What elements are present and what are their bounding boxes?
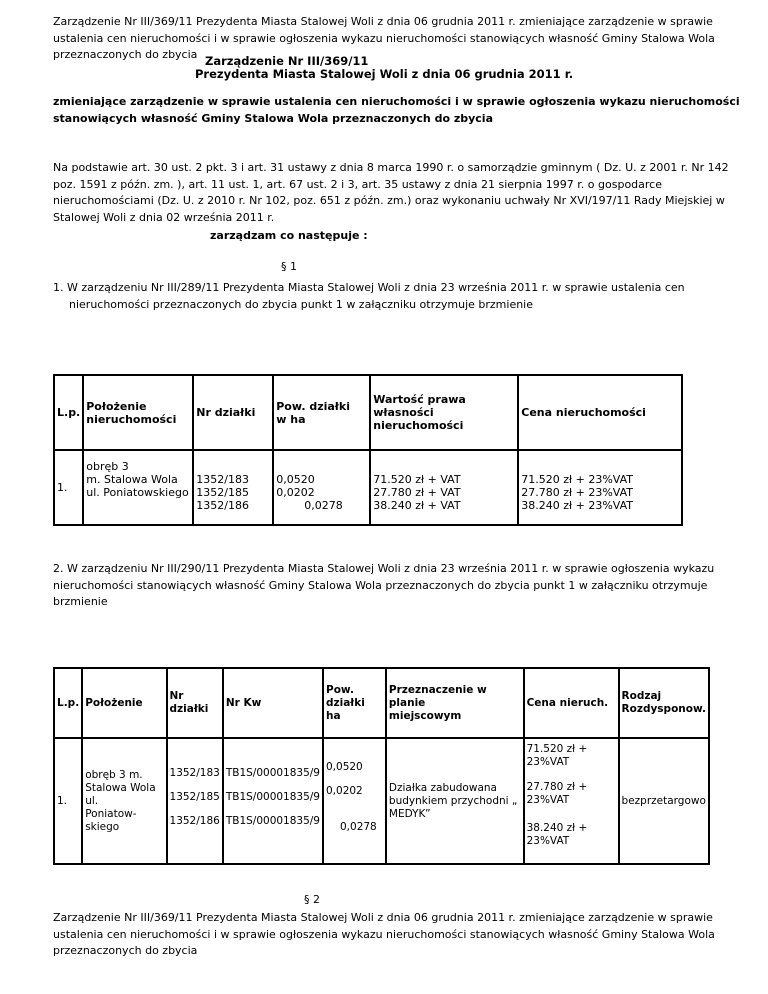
cell-text: 1352/186 [169, 815, 220, 827]
header-text: Rozdysponow. [621, 703, 706, 715]
preamble-line: Stalowej Woli z dnia 02 września 2011 r. [53, 210, 275, 224]
cell-text: 71.520 zł + [526, 743, 588, 755]
point-line: nieruchomości stanowiących własność Gminy Stalowa Wola przeznaczonych do zbycia punkt 1 w załączniku otrzymuje [53, 578, 708, 592]
cell-text: TB1S/00001835/9 [225, 767, 320, 779]
col-header-parcel: Nr działki [193, 375, 273, 450]
point-line: 2. W zarządzeniu Nr III/290/11 Prezydenta Miasta Stalowej Woli z dnia 23 września 2011 r. w sprawie ogłoszenia wykazu [53, 562, 715, 575]
header-line: Zarządzenie Nr III/369/11 Prezydenta Miasta Stalowej Woli z dnia 06 grudnia 2011 r. zmieniające zarządzenie w sprawie [53, 15, 713, 28]
listing-table [53, 667, 710, 865]
cell-text: 71.520 zł + 23%VAT [521, 473, 634, 486]
header-text: Przeznaczenie w planie [388, 683, 487, 709]
cell-text: 23%VAT [526, 835, 570, 847]
col-header-value [370, 375, 518, 450]
header-text: własności [373, 406, 434, 419]
point-line: brzmienie [53, 595, 108, 608]
price-table [53, 374, 683, 526]
header-text: ha [326, 709, 341, 722]
cell-text: 23%VAT [526, 756, 570, 768]
cell-text: 27.780 zł + VAT [373, 486, 461, 499]
cell-text: Stalowa Wola [85, 781, 156, 794]
col-header-area [273, 375, 370, 450]
document-subject [53, 94, 740, 127]
section-1-point-2 [53, 561, 714, 611]
cell-text: Działka zabudowana [388, 781, 497, 794]
cell-text: obręb 3 [86, 460, 129, 473]
cell-text: obręb 3 m. [85, 768, 143, 781]
preamble-line: Na podstawie art. 30 ust. 2 pkt. 3 i art. 31 ustawy z dnia 8 marca 1990 r. o samorządzie gminnym ( Dz. U. z 2001 r. Nr 142 [53, 161, 729, 174]
cell-text: 1352/185 [169, 791, 220, 803]
cell-lp: 1. [54, 450, 83, 525]
header-text: nieruchomości [86, 412, 177, 426]
cell-text: 1352/183 [169, 767, 220, 779]
cell-text: 38.240 zł + VAT [373, 499, 461, 512]
col-header-parcel [167, 668, 223, 738]
decree-phrase: zarządzam co następuje : [210, 229, 368, 242]
subject-line: zmieniające zarządzenie w sprawie ustalenia cen nieruchomości i w sprawie ogłoszenia wykazu nieruchomości [53, 95, 740, 108]
cell-prices [524, 738, 619, 864]
point-line: nieruchomości przeznaczonych do zbycia punkt 1 w załączniku otrzymuje brzmienie [69, 297, 534, 311]
cell-parcels [193, 450, 273, 525]
header-text: działki [169, 703, 209, 715]
document-title: Zarządzenie Nr III/369/11 [205, 54, 369, 68]
cell-text: 0,0520 [326, 761, 363, 773]
header-text: Rodzaj [621, 690, 662, 702]
cell-text: 0,0202 [326, 785, 363, 797]
header-text: w ha [276, 412, 306, 426]
cell-disposal: bezprzetargowo [619, 738, 709, 864]
cell-text: 38.240 zł + [526, 822, 588, 834]
cell-text: TB1S/00001835/9 [225, 791, 320, 803]
cell-text: 27.780 zł + 23%VAT [521, 486, 634, 499]
col-header-kw: Nr Kw [223, 668, 323, 738]
header-line: ustalenia cen nieruchomości i w sprawie ogłoszenia wykazu nieruchomości stanowiących własność Gminy Stalowa Wola [53, 31, 715, 45]
cell-text: 71.520 zł + VAT [373, 473, 461, 486]
cell-lp: 1. [54, 738, 82, 864]
cell-text: Poniatow-skiego [85, 807, 137, 833]
cell-text: TB1S/00001835/9 [225, 815, 320, 827]
cell-values [370, 450, 518, 525]
cell-text: ul. Poniatowskiego [86, 486, 189, 499]
cell-kw [223, 738, 323, 864]
header-text: Wartość prawa [373, 393, 466, 406]
preamble-line: poz. 1591 z późn. zm. ), art. 11 ust. 1, art. 67 ust. 2 i 3, art. 35 ustawy z dnia 21 sierpnia 1997 r. o gospodarce [53, 177, 662, 191]
col-header-lp: L.p. [54, 668, 82, 738]
table-row [54, 450, 682, 525]
col-header-location [83, 375, 193, 450]
cell-text: 1352/186 [196, 499, 249, 512]
col-header-location: Położenie [82, 668, 166, 738]
cell-text: budynkiem przychodni „ [388, 794, 518, 807]
cell-text: 0,0278 [304, 499, 343, 512]
col-header-area [323, 668, 386, 738]
col-header-purpose [386, 668, 524, 738]
col-header-disposal [619, 668, 709, 738]
section-2-body [53, 910, 715, 960]
cell-prices [518, 450, 682, 525]
cell-text: 38.240 zł + 23%VAT [521, 499, 634, 512]
header-text: działki [326, 696, 365, 709]
table-row [54, 738, 709, 864]
preamble [53, 160, 729, 226]
cell-areas [323, 738, 386, 864]
cell-text: 23%VAT [526, 794, 570, 806]
col-header-price: Cena nieruch. [524, 668, 619, 738]
header-text: miejscowym [388, 709, 462, 722]
preamble-line: nieruchomościami (Dz. U. z 2010 r. Nr 102, poz. 651 z późn. zm.) oraz wykonaniu uchwały Nr XVI/197/11 Rady Miejskiej w [53, 194, 725, 207]
subject-line: stanowiących własność Gminy Stalowa Wola przeznaczonych do zbycia [53, 111, 494, 125]
cell-text: 0,0520 [276, 473, 315, 486]
cell-text: 0,0278 [340, 821, 377, 833]
col-header-lp: L.p. [54, 375, 83, 450]
header-line: przeznaczonych do zbycia [53, 48, 198, 61]
footer-line: Zarządzenie Nr III/369/11 Prezydenta Miasta Stalowej Woli z dnia 06 grudnia 2011 r. zmieniające zarządzenie w sprawie [53, 911, 713, 924]
cell-text: 0,0202 [276, 486, 315, 499]
cell-text: ul. [85, 794, 99, 807]
document-title-issuer: Prezydenta Miasta Stalowej Woli z dnia 06 grudnia 2011 r. [195, 67, 574, 81]
cell-purpose [386, 738, 524, 864]
header-text: nieruchomości [373, 419, 464, 432]
cell-text: MEDYK” [388, 807, 431, 820]
footer-line: ustalenia cen nieruchomości i w sprawie ogłoszenia wykazu nieruchomości stanowiących własność Gminy Stalowa Wola [53, 927, 715, 941]
cell-location [82, 738, 166, 864]
section-1-point-1 [53, 280, 685, 313]
col-header-price: Cena nieruchomości [518, 375, 682, 450]
cell-parcels [167, 738, 223, 864]
header-text: Nr [169, 690, 184, 702]
cell-text: 27.780 zł + [526, 781, 588, 793]
cell-location [83, 450, 193, 525]
section-2-title: § 2 [304, 893, 320, 906]
cell-areas [273, 450, 370, 525]
header-text: Pow. działki [276, 399, 350, 413]
cell-text: 1352/185 [196, 486, 249, 499]
section-1-title: § 1 [281, 260, 297, 273]
point-line: 1. W zarządzeniu Nr III/289/11 Prezydenta Miasta Stalowej Woli z dnia 23 września 2011 r. w sprawie ustalenia cen [53, 281, 685, 294]
cell-text: m. Stalowa Wola [86, 473, 178, 486]
header-text: Pow. [326, 683, 354, 696]
footer-line: przeznaczonych do zbycia [53, 944, 198, 957]
running-header [53, 14, 715, 64]
table-header-row [54, 668, 709, 738]
cell-text: 1352/183 [196, 473, 249, 486]
table-header-row [54, 375, 682, 450]
header-text: Położenie [86, 399, 147, 413]
